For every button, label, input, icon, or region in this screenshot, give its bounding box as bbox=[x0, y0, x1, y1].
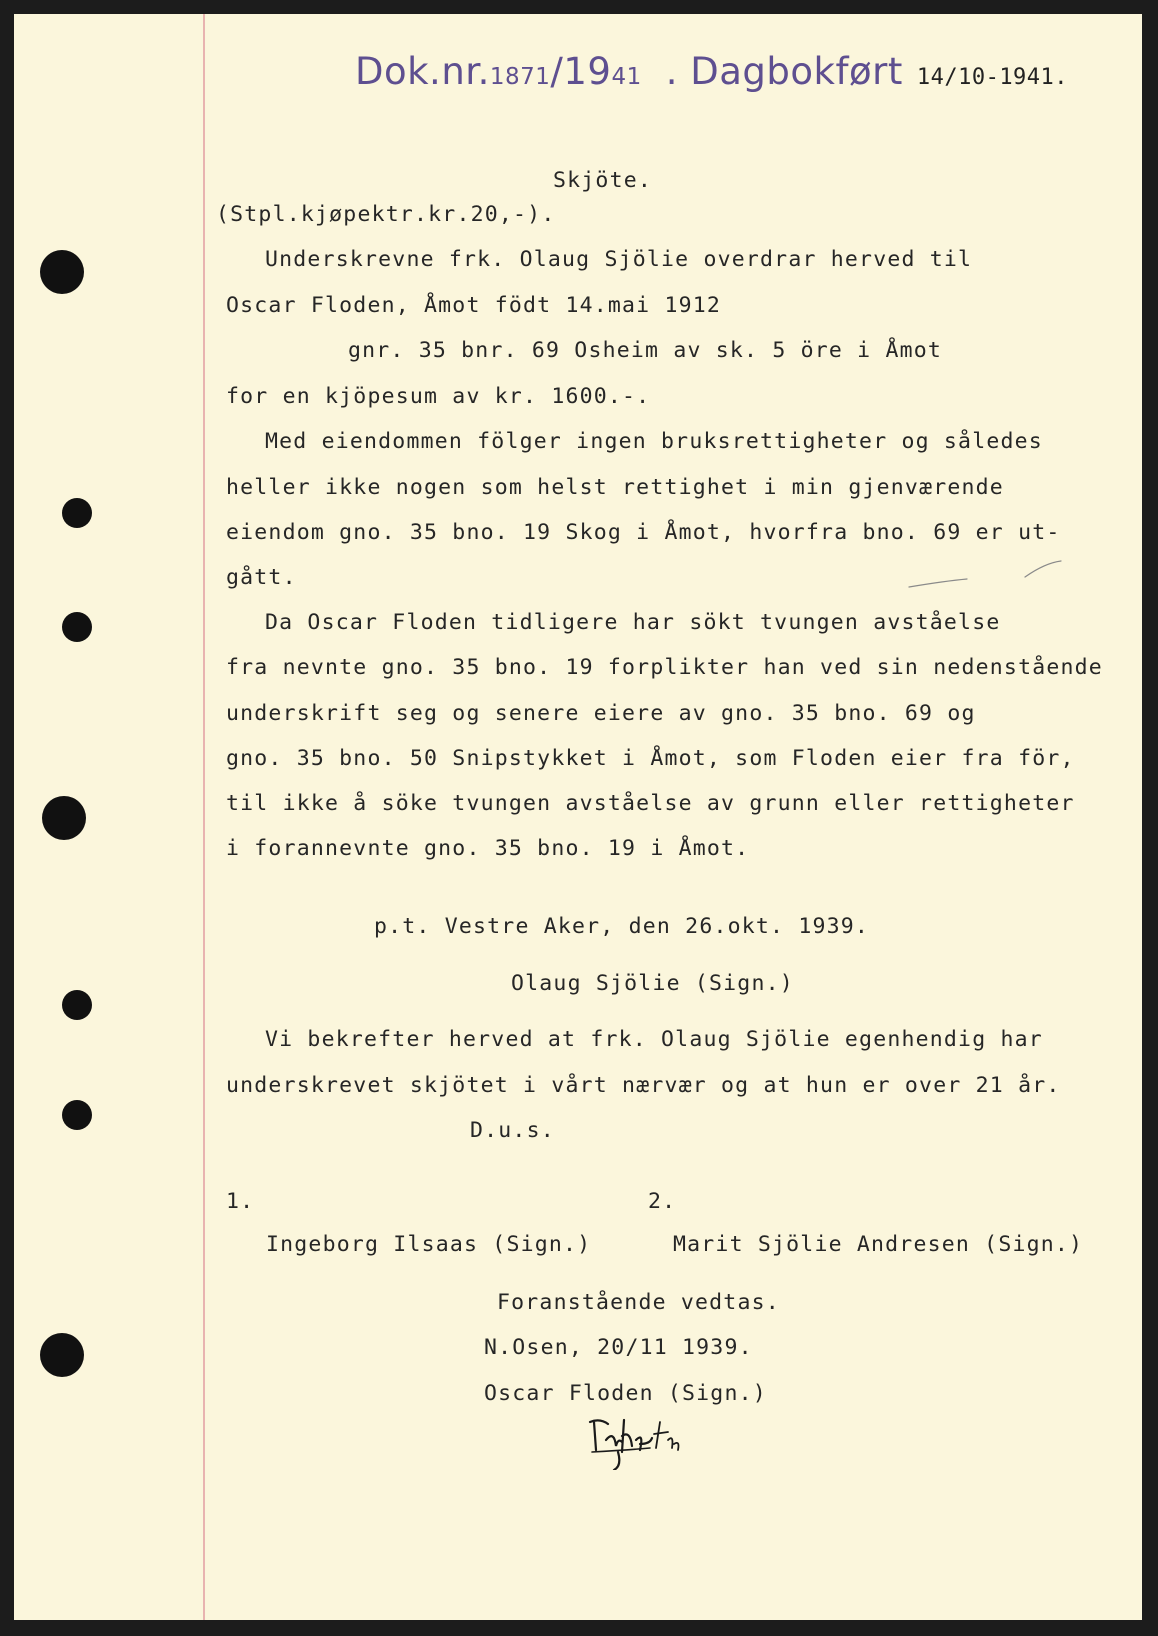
body-line: gnr. 35 bnr. 69 Osheim av sk. 5 öre i Åmot bbox=[348, 338, 943, 363]
seller-signature: Olaug Sjölie (Sign.) bbox=[511, 971, 794, 996]
registration-stamp: Dok.nr.1871/1941 . Dagbokført 14/10-1941. bbox=[355, 50, 1069, 93]
doc-number: 1871 bbox=[489, 64, 551, 90]
body-line: eiendom gno. 35 bno. 19 Skog i Åmot, hvorfra bno. 69 er ut- bbox=[226, 520, 1061, 545]
stamp-duty: (Stpl.kjøpektr.kr.20,-). bbox=[216, 202, 556, 227]
punch-hole bbox=[62, 1100, 92, 1130]
registered-label: . Dagbokført bbox=[665, 50, 903, 93]
year-suffix: 41 bbox=[611, 64, 642, 90]
body-line: fra nevnte gno. 35 bno. 19 forplikter han ved sin nedenstående bbox=[226, 655, 1103, 680]
punch-hole bbox=[62, 612, 92, 642]
pen-stroke bbox=[905, 555, 1065, 595]
handwritten-initials bbox=[588, 1400, 698, 1470]
body-line: Underskrevne frk. Olaug Sjölie overdrar herved til bbox=[265, 247, 973, 272]
punch-hole bbox=[42, 796, 86, 840]
doc-label: Dok.nr. bbox=[355, 50, 490, 93]
witness-1-name: Ingeborg Ilsaas (Sign.) bbox=[266, 1232, 592, 1257]
body-line: til ikke å söke tvungen avståelse av grunn eller rettigheter bbox=[226, 791, 1075, 816]
registered-date: 14/10-1941. bbox=[916, 65, 1069, 90]
witness-2-number: 2. bbox=[648, 1189, 677, 1214]
body-line: heller ikke nogen som helst rettighet i min gjenværende bbox=[226, 475, 1004, 500]
witness-statement: Vi bekrefter herved at frk. Olaug Sjölie egenhendig har bbox=[265, 1027, 1043, 1052]
acceptance-place-date: N.Osen, 20/11 1939. bbox=[484, 1335, 753, 1360]
margin-line bbox=[203, 14, 205, 1620]
body-line: Med eiendommen fölger ingen bruksrettigheter og således bbox=[265, 429, 1043, 454]
body-line: i forannevnte gno. 35 bno. 19 i Åmot. bbox=[226, 836, 750, 861]
document-title: Skjöte. bbox=[553, 168, 653, 193]
acceptance-statement: Foranstående vedtas. bbox=[497, 1290, 780, 1315]
witness-statement: underskrevet skjötet i vårt nærvær og at hun er over 21 år. bbox=[226, 1073, 1061, 1098]
buyer-signature: Oscar Floden (Sign.) bbox=[484, 1381, 767, 1406]
body-line: Oscar Floden, Åmot födt 14.mai 1912 bbox=[226, 293, 722, 318]
punch-hole bbox=[62, 498, 92, 528]
witness-2-name: Marit Sjölie Andresen (Sign.) bbox=[673, 1232, 1084, 1257]
body-line: gått. bbox=[226, 565, 297, 590]
punch-hole bbox=[40, 250, 84, 294]
body-line: gno. 35 bno. 50 Snipstykket i Åmot, som Floden eier fra för, bbox=[226, 746, 1075, 771]
year-stamp: 19 bbox=[563, 50, 612, 93]
punch-hole bbox=[40, 1333, 84, 1377]
witness-1-number: 1. bbox=[226, 1189, 255, 1214]
place-date: p.t. Vestre Aker, den 26.okt. 1939. bbox=[374, 914, 870, 939]
punch-hole bbox=[62, 990, 92, 1020]
body-line: Da Oscar Floden tidligere har sökt tvungen avståelse bbox=[265, 610, 1001, 635]
body-line: underskrift seg og senere eiere av gno. 35 bno. 69 og bbox=[226, 701, 976, 726]
body-line: for en kjöpesum av kr. 1600.-. bbox=[226, 384, 651, 409]
witness-closing: D.u.s. bbox=[470, 1118, 555, 1143]
